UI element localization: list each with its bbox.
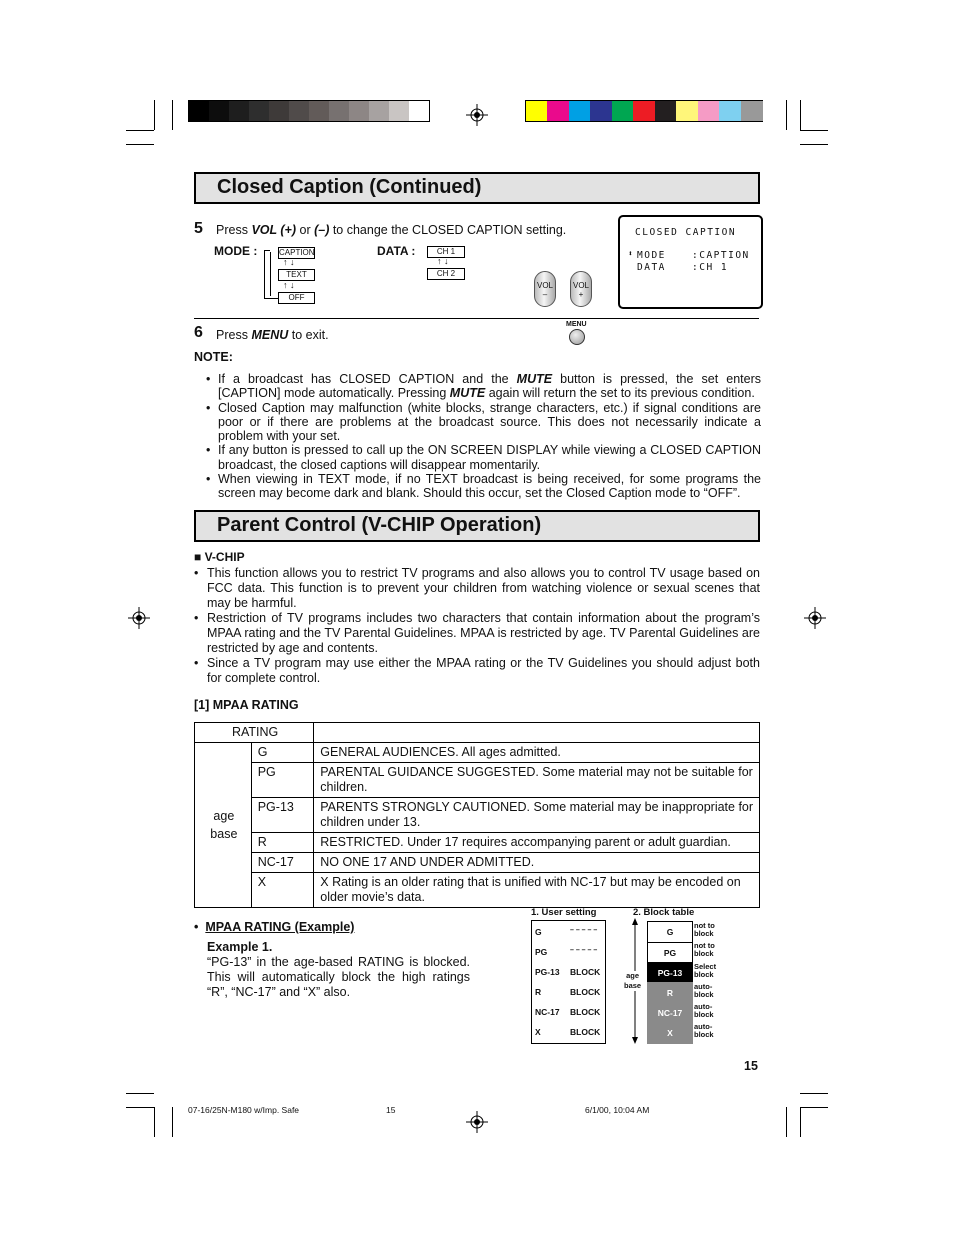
block-note: Select block xyxy=(694,962,717,979)
color-swatch xyxy=(269,101,289,121)
step-6-pre: Press xyxy=(216,328,252,342)
table-row xyxy=(195,763,760,798)
vol-minus-text: (–) xyxy=(314,223,330,237)
example-text: “PG-13” in the age-based RATING is blocked. This will automatically block the high ratings “R”, “NC-17” and “X” also. xyxy=(207,955,470,999)
step-5-number: 5 xyxy=(194,220,203,237)
block-cell: PG-13 xyxy=(647,962,693,984)
vol-plus-label: VOL xyxy=(572,281,589,290)
rating-desc: GENERAL AUDIENCES. All ages admitted. xyxy=(314,743,760,763)
table-row xyxy=(195,743,760,763)
block-note: auto- block xyxy=(694,1022,714,1039)
menu-button[interactable] xyxy=(569,329,585,345)
vol-plus-text: VOL (+) xyxy=(251,223,297,237)
color-bar xyxy=(525,100,763,122)
footer-left: 07-16/25N-M180 w/Imp. Safe xyxy=(188,1105,300,1115)
square-bullet-icon: ■ xyxy=(194,550,202,564)
table-row xyxy=(195,853,760,873)
block-cell: R xyxy=(647,982,693,1004)
table-row xyxy=(195,833,760,853)
block-cell: NC-17 xyxy=(647,1002,693,1024)
block-table-title: 2. Block table xyxy=(633,907,695,918)
vchip-bullet: • Since a TV program may use either the MPAA rating or the TV Guidelines you should adjust both for complete control. xyxy=(194,656,760,686)
note-item: • Closed Caption may malfunction (white blocks, strange characters, etc.) if signal conditions are poor or if there are problems at the broadcast source. This does not necessarily indicate a problem with your set. xyxy=(206,401,761,444)
step-6-number: 6 xyxy=(194,324,203,341)
block-note: not to block xyxy=(694,941,715,958)
user-setting-title: 1. User setting xyxy=(531,907,597,918)
osd-screen xyxy=(618,215,763,309)
color-swatch xyxy=(719,101,741,121)
data-label: DATA : xyxy=(377,244,416,258)
step-6-text xyxy=(216,328,329,342)
vchip-bullet: • This function allows you to restrict TV programs and also allows you to control TV usage based on FCC data. This function is to prevent your children from watching violence or sexual scenes that may be harmful. xyxy=(194,566,760,611)
step-5-text xyxy=(216,223,566,237)
rating-desc: RESTRICTED. Under 17 requires accompanying parent or adult guardian. xyxy=(314,833,760,853)
vchip-bullet: • Restriction of TV programs includes two characters that contain information about the program’s MPAA rating and the TV Parental Guidelines. MPAA is restricted by age. TV Parental Guidelines are restricted by age and contents. xyxy=(194,611,760,656)
table-header-rating: RATING xyxy=(195,723,314,743)
step-5-pre: Press xyxy=(216,223,252,237)
step-5-post: to change the CLOSED CAPTION setting. xyxy=(329,223,567,237)
page-number: 15 xyxy=(744,1059,758,1073)
color-swatch xyxy=(569,101,591,121)
menu-button-label: MENU xyxy=(566,321,587,328)
vol-minus-button[interactable] xyxy=(534,271,556,307)
section-title: Closed Caption (Continued) xyxy=(217,176,482,198)
step-6-post: to exit. xyxy=(288,328,329,342)
color-swatch xyxy=(249,101,269,121)
section-header-parent-control xyxy=(194,510,760,542)
registration-mark-top xyxy=(466,104,488,126)
data-option-ch1: CH 1 xyxy=(427,246,465,258)
mode-option-caption: CAPTION xyxy=(279,248,315,257)
note-item: • If a broadcast has CLOSED CAPTION and the MUTE button is pressed, the set enters [CAPTION] mode automatically. Pressing MUTE again will return the set to its previous condition. xyxy=(206,372,761,401)
step-divider xyxy=(194,318,759,319)
color-swatch xyxy=(409,101,429,121)
note-item: • If any button is pressed to call up the ON SCREEN DISPLAY while viewing a CLOSED CAPTION broadcast, the closed captions will disappear momentarily. xyxy=(206,443,761,472)
mode-label: MODE : xyxy=(214,244,258,258)
block-note: auto- block xyxy=(694,982,714,999)
example-number: Example 1. xyxy=(207,940,273,954)
rating-code: R xyxy=(251,833,314,853)
color-swatch xyxy=(209,101,229,121)
vol-plus-sign: + xyxy=(578,290,584,299)
color-swatch xyxy=(329,101,349,121)
note-title: NOTE: xyxy=(194,350,233,364)
rating-code: G xyxy=(251,743,314,763)
rating-code: PG xyxy=(251,763,314,798)
block-cell: X xyxy=(647,1022,693,1044)
block-cell: PG xyxy=(647,942,693,964)
mpaa-heading: [1] MPAA RATING xyxy=(194,698,299,712)
vchip-heading: ■ V-CHIP xyxy=(194,550,245,564)
color-swatch xyxy=(309,101,329,121)
footer-center: 15 xyxy=(386,1105,396,1115)
block-cell: G xyxy=(647,921,693,943)
block-note: auto- block xyxy=(694,1002,714,1019)
osd-title: CLOSED CAPTION xyxy=(635,227,737,238)
user-setting-box: G – – – – – PG – – – – – PG-13 BLOCK R BLOCK NC-17 BLOCK X BLOCK xyxy=(531,920,606,1044)
rating-desc: PARENTAL GUIDANCE SUGGESTED. Some material may not be suitable for children. xyxy=(314,763,760,798)
axis-label: age base xyxy=(624,971,642,990)
table-header-row xyxy=(195,723,760,743)
color-swatch xyxy=(676,101,698,121)
mode-option-off: OFF xyxy=(278,292,315,304)
notes-list xyxy=(206,372,761,501)
vol-minus-label: VOL xyxy=(536,281,553,290)
note-item: • When viewing in TEXT mode, if no TEXT broadcast is being received, for some programs the screen may become dark and blank. Should this occur, set the Closed Caption mode to “OFF”. xyxy=(206,472,761,501)
step-5-or: or xyxy=(296,223,315,237)
section-header-closed-caption xyxy=(194,172,760,204)
grayscale-bar xyxy=(188,100,430,122)
vol-plus-button[interactable] xyxy=(570,271,592,307)
color-swatch xyxy=(229,101,249,121)
block-note: not to block xyxy=(694,921,715,938)
rating-desc: PARENTS STRONGLY CAUTIONED. Some material may be inappropriate for children under 13. xyxy=(314,798,760,833)
osd-row1-value: :CAPTION xyxy=(692,250,750,261)
section-title: Parent Control (V-CHIP Operation) xyxy=(217,514,542,536)
vol-minus-sign: – xyxy=(542,290,548,299)
rating-code: X xyxy=(251,873,314,908)
color-swatch xyxy=(612,101,634,121)
osd-row2-label: DATA xyxy=(637,262,666,273)
footer-right: 6/1/00, 10:04 AM xyxy=(585,1105,650,1115)
registration-mark-right xyxy=(804,607,826,629)
registration-mark-left xyxy=(128,607,150,629)
table-row xyxy=(195,798,760,833)
example-title: • MPAA RATING (Example) xyxy=(194,920,355,934)
osd-row1-label: MODE xyxy=(637,250,666,261)
color-swatch xyxy=(369,101,389,121)
age-base-label: age base xyxy=(195,743,252,908)
osd-row2-value: :CH 1 xyxy=(692,262,729,273)
color-swatch xyxy=(547,101,569,121)
data-option-ch2: CH 2 xyxy=(427,268,465,280)
table-row xyxy=(195,873,760,908)
rating-desc: X Rating is an older rating that is unified with NC-17 but may be encoded on older movie’s data. xyxy=(314,873,760,908)
registration-mark-bottom xyxy=(466,1111,488,1133)
rating-desc: NO ONE 17 AND UNDER ADMITTED. xyxy=(314,853,760,873)
rating-code: PG-13 xyxy=(251,798,314,833)
color-swatch xyxy=(655,101,677,121)
mode-option-text: TEXT xyxy=(278,269,315,281)
osd-updown-icon: ⬍ xyxy=(628,249,633,258)
color-swatch xyxy=(189,101,209,121)
menu-text: MENU xyxy=(251,328,289,342)
color-swatch xyxy=(698,101,720,121)
color-swatch xyxy=(741,101,763,121)
color-swatch xyxy=(349,101,369,121)
color-swatch xyxy=(633,101,655,121)
color-swatch xyxy=(590,101,612,121)
rating-code: NC-17 xyxy=(251,853,314,873)
color-swatch xyxy=(289,101,309,121)
color-swatch xyxy=(389,101,409,121)
vchip-bullets xyxy=(194,566,760,686)
color-swatch xyxy=(526,101,548,121)
mpaa-table xyxy=(194,722,760,908)
